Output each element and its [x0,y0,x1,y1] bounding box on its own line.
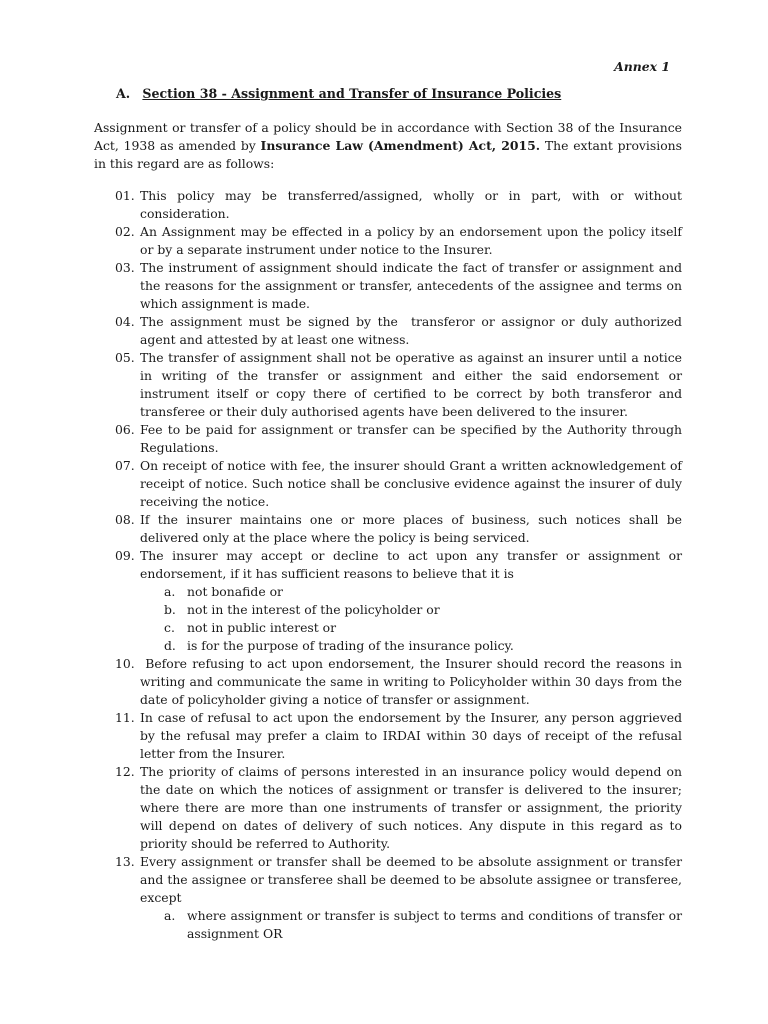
intro-text-end: The extant provisions in this regard are as follows: [94,138,683,171]
provision-text: If the insurer maintains one or more places of business, such notices shall be delivered only at the place where the policy is being serviced. [140,512,686,545]
provision-number: 01. [115,188,135,203]
provision-item [94,547,686,655]
provision-item [94,457,686,511]
provision-item [94,313,686,349]
provision-item [94,511,686,547]
provision-number: 08. [115,512,135,527]
sub-item [140,583,682,601]
provision-number: 05. [115,350,135,365]
section-heading [116,85,682,103]
sub-item-text: not in the interest of the policyholder or [187,602,440,617]
sub-item-letter: a. [164,584,176,599]
provision-number: 09. [115,548,135,563]
provision-text: On receipt of notice with fee, the insurer should Grant a written acknowledgement of receipt of notice. Such notice shall be conclusive evidence against the insurer of duly receiving the notice. [140,458,686,509]
provision-item [94,709,686,763]
provision-number: 13. [115,854,135,869]
provision-number: 12. [115,764,135,779]
sub-list [140,583,682,655]
provision-item [94,421,686,457]
provision-item [94,187,686,223]
provision-item [94,349,686,421]
provision-text: In case of refusal to act upon the endorsement by the Insurer, any person aggrieved by the refusal may prefer a claim to IRDAI within 30 days of receipt of the refusal letter from the Insurer. [140,710,686,761]
provision-number: 04. [115,314,135,329]
sub-item-text: is for the purpose of trading of the insurance policy. [187,638,514,653]
provision-item [94,763,686,853]
provision-item [94,655,686,709]
sub-item [140,907,682,943]
provision-number: 11. [115,710,135,725]
provision-text: An Assignment may be effected in a policy by an endorsement upon the policy itself or by a separate instrument under notice to the Insurer. [140,224,686,257]
provision-text: The assignment must be signed by the transferor or assignor or duly authorized agent and attested by at least one witness. [140,314,686,347]
sub-item-letter: d. [164,638,176,653]
provision-text: Fee to be paid for assignment or transfer can be specified by the Authority through Regulations. [140,422,686,455]
provision-number: 06. [115,422,135,437]
provision-text: Every assignment or transfer shall be deemed to be absolute assignment or transfer and the assignee or transferee shall be deemed to be absolute assignee or transferee, except [140,854,686,905]
provision-text: The instrument of assignment should indicate the fact of transfer or assignment and the reasons for the assignment or transfer, antecedents of the assignee and terms on which assignment is made. [140,260,686,311]
sub-item-text: where assignment or transfer is subject to terms and conditions of transfer or assignment OR [187,908,682,941]
provision-item [94,259,686,313]
intro-act-name: Insurance Law (Amendment) Act, 2015. [260,138,541,153]
sub-item [140,619,682,637]
intro-text-start: Assignment or transfer of a policy should be in accordance with Section 38 of the Insurance Act, 1938 as amended by [94,120,682,153]
provision-text: This policy may be transferred/assigned, wholly or in part, with or without consideration. [140,188,686,221]
provisions-list [94,187,686,943]
provision-item [94,223,686,259]
sub-list [140,907,682,943]
provision-item [94,853,686,943]
sub-item-text: not bonafide or [187,584,283,599]
provision-number: 02. [115,224,135,239]
sub-item-letter: c. [164,620,175,635]
provision-number: 03. [115,260,135,275]
provision-number: 10. [115,656,135,671]
provision-text: Before refusing to act upon endorsement, the Insurer should record the reasons in writing and communicate the same in writing to Policyholder within 30 days from the date of policyholder giving a notice of transfer or assignment. [140,656,686,707]
provision-text: The transfer of assignment shall not be operative as against an insurer until a notice in writing of the transfer or assignment and either the said endorsement or instrument itself or copy there of certified to be correct by both transferor and transferee or their duly authorised agents have been delivered to the insurer. [140,350,686,419]
sub-item [140,601,682,619]
sub-item-text: not in public interest or [187,620,337,635]
sub-item-letter: a. [164,908,176,923]
provision-number: 07. [115,458,135,473]
annex-label: Annex 1 [614,59,670,74]
section-number: A. [116,86,131,101]
provision-text: The priority of claims of persons interested in an insurance policy would depend on the date on which the notices of assignment or transfer is delivered to the insurer; where there are more than one instruments of transfer or assignment, the priority will depend on dates of delivery of such notices. Any dispute in this regard as to priority should be referred to Authority. [140,764,686,851]
sub-item-letter: b. [164,602,176,617]
intro-paragraph [94,119,682,173]
section-title: Section 38 - Assignment and Transfer of Insurance Policies [142,86,562,101]
provision-text: The insurer may accept or decline to act upon any transfer or assignment or endorsement, if it has sufficient reasons to believe that it is [140,548,686,581]
sub-item [140,637,682,655]
